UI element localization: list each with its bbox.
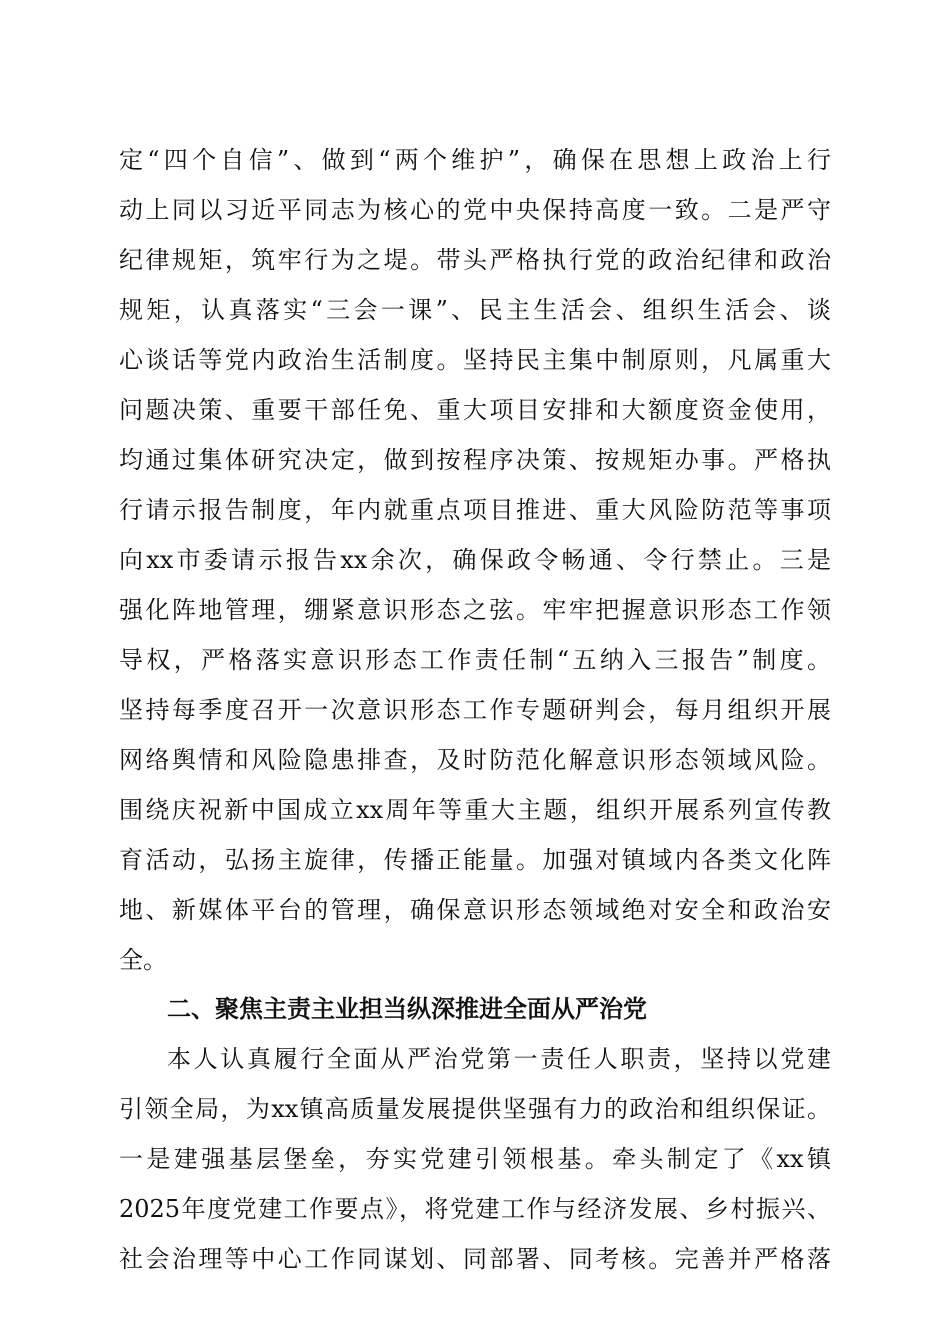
paragraph-line: 全。: [119, 946, 167, 974]
paragraph-line: 均通过集体研究决定，做到按程序决策、按规矩办事。严格执: [119, 446, 831, 474]
paragraph-line: 地、新媒体平台的管理，确保意识形态领域绝对安全和政治安: [119, 896, 831, 924]
paragraph-line: 动上同以习近平同志为核心的党中央保持高度一致。二是严守: [119, 196, 831, 224]
paragraph-line: 问题决策、重要干部任免、重大项目安排和大额度资金使用，: [119, 396, 831, 424]
paragraph-line: 本人认真履行全面从严治党第一责任人职责，坚持以党建: [167, 1045, 831, 1073]
paragraph-line: 定“四个自信”、做到“两个维护”，确保在思想上政治上行: [119, 146, 831, 174]
paragraph-line: 2025年度党建工作要点》，将党建工作与经济发展、乡村振兴、: [119, 1195, 831, 1223]
paragraph-line: 网络舆情和风险隐患排查，及时防范化解意识形态领域风险。: [119, 746, 831, 774]
paragraph-line: 规矩，认真落实“三会一课”、民主生活会、组织生活会、谈: [119, 296, 831, 324]
paragraph-line: 向xx市委请示报告xx余次，确保政令畅通、令行禁止。三是: [119, 546, 831, 574]
paragraph-line: 心谈话等党内政治生活制度。坚持民主集中制原则，凡属重大: [119, 346, 831, 374]
paragraph-line: 围绕庆祝新中国成立xx周年等重大主题，组织开展系列宣传教: [119, 796, 831, 824]
paragraph-line: 导权，严格落实意识形态工作责任制“五纳入三报告”制度。: [119, 646, 831, 674]
paragraph-line: 行请示报告制度，年内就重点项目推进、重大风险防范等事项: [119, 496, 831, 524]
paragraph-line: 纪律规矩，筑牢行为之堤。带头严格执行党的政治纪律和政治: [119, 246, 831, 274]
paragraph-line: 强化阵地管理，绷紧意识形态之弦。牢牢把握意识形态工作领: [119, 596, 831, 624]
paragraph-line: 引领全局，为xx镇高质量发展提供坚强有力的政治和组织保证。: [119, 1095, 831, 1123]
paragraph-line: 社会治理等中心工作同谋划、同部署、同考核。完善并严格落: [119, 1245, 831, 1273]
section-heading: 二、聚焦主责主业担当纵深推进全面从严治党: [167, 995, 647, 1023]
paragraph-line: 一是建强基层堡垒，夯实党建引领根基。牵头制定了《xx镇: [119, 1145, 831, 1173]
paragraph-line: 育活动，弘扬主旋律，传播正能量。加强对镇域内各类文化阵: [119, 846, 831, 874]
paragraph-line: 坚持每季度召开一次意识形态工作专题研判会，每月组织开展: [119, 696, 831, 724]
